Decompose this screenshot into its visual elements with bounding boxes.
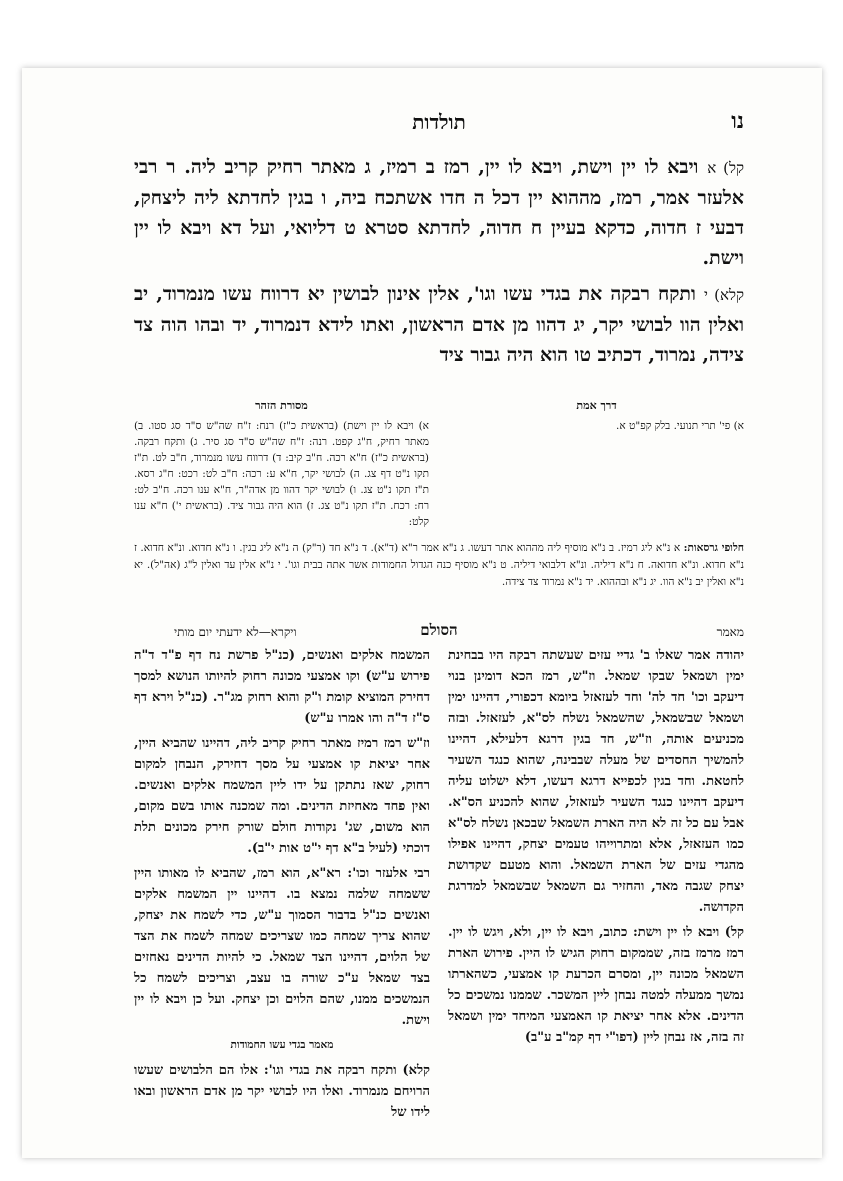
variants-text: א נ"א ליג רמיז. ב נ"א מוסיף ליה מההוא אתר דעשו. ג נ"א אמר ר"א (ד"א). ד נ"א חד (ר"ק) ה נ"א ליג בגין. ו נ"א חדוא. ונ"א חדוא. ז נ"א חדוא. ונ"א חדואה. ח נ"א דיליה. ונ"א דלבואי דיליה. ט נ"א מוסיף כנה הגדול החמודות אשר אתה בבית וגו'. י נ"א אלין עד ואלין ל"ג (אה"ל). יא נ"א ואלין יב נ"א הוו. יג נ"א ובההוא. יד נ"א נמרוד צד צידה. [134,542,744,588]
derech-emet-title: דרך אמת [576,399,617,412]
commentary-paragraph: יהודה אמר שאלו ב' גדיי עזים שעשתה רבקה היו בבחינת ימין ושמאל שבקו שמאל. וז"ש, רמז הכא דומינן בנוי דיעקב וכו' חד לה' וחד לעזאזל ביומא דכפורי, דהיינו ימין ושמאל שבשמאל, שהשמאל נשלח לס"א, לעזאזל. ובזה מכניעים אותה, וז"ש, חד בגין דרגא דלעילא, דהיינו להמשיך החסדים של מעלה שבבינה, שהוא כנגד השעיר לחטאת. וחד בגין לכפייא דרגא דעשו, דלא ישלוט עליה דיעקב דהיינו כנגד השעיר לעזאזל, שהוא להכניע הס"א. אבל עם כל זה לא היה הארת השמאל שבכאן נשלח לס"א כמו העזאזל, אלא ומתרוייהו טעמים יצחק, דהיינו אפילו מהגדי עזים של הארת השמאל. והוא מטעם שקדושת יצחק שגבה מאד, והחזיר גם השמאל שבשמאל למדרגת הקדושה. [448,648,744,915]
sub-section-heading: מאמר בגדי עשו החמודות [230,1039,334,1051]
main-paragraph [134,279,744,370]
commentary-paragraph: וז"ש רמז רמיז מאתר רחיק קריב ליה, דהיינו שהביא היין, אחר יציאת קו אמצעי על מסך דחירק, הנבחן למקום רחוק, שאז נתתקן על ידו ליין המשמח אלקים ואנשים. ואין פחד מאחיזת הדינים. ומה שמכנה אותו בשם מקום, הוא משום, שג' נקודות חולם שורק חירק מכונים תלת דוכתי (לעיל ב"א דף י"ט אות י"ב). [134,736,430,856]
commentary-paragraph: קל) ויבא לו יין וישת: כתוב, ויבא לו יין, ולא, ויגש לו יין. רמז מרמז בזה, שממקום רחוק הגיש לו היין. פירוש הארת השמאל מכונה יין, ומסרם הכרעת קו אמצעי, כשהארתו נמשך ממעלה למטה נבחן ליין המשכר. שממנו נמשכים כל הדינים. אלא אחר יציאת קו האמצעי המיחד ימין ושמאל זה בזה, אז נבחן ליין (דפו"י דף קמ"ב ע"ב) [448,925,744,1045]
paragraph-marker: קל) א [707,159,744,177]
sulam-commentary [134,645,744,1127]
masoret-notes [134,398,429,530]
masoret-text: א) ויבא לו יין וישת) (בראשית כ"ז) רנח: ז"ח שה"ש ס"ד סג סטו. ב) מאתר רחיק, ח"ג קפט. רנה: ז"ח שה"ש ס"ד סג סיר. ג) ותקח רבקה. (בראשית כ"ז) ח"א רכה. ח"ב קיב: ד) דרווח עשו מנמרוד, ח"ב לט. ת"ז תקו נ"ט דף צג. ה) לבושי יקר, ח"א ע: רכה: ח"ב לט: רכט: ח"ג רסא. ת"ז תקו נ"ט צג. ו) לבושי יקר דהוו מן אדה"ר, ח"א ענו רכה. ח"ב לט: רח: רכח. ת"ז תקו נ"ט צג. ז) הוא היה גבור ציד. (בראשית י') ח"א ענו קלט: [134,420,429,528]
paragraph-marker: קלא) י [703,286,744,304]
zohar-main-text [134,152,744,370]
commentary-right-column [448,645,744,1127]
sulam-header-right: מאמר [716,625,744,639]
notes-section [134,398,744,530]
sulam-header-left: ויקרא—לא ידעתי יום מותי [174,625,297,639]
sulam-title: הסולם [420,621,458,639]
derech-emet-notes [449,398,744,530]
main-paragraph [134,152,744,273]
text-variants [134,540,744,591]
commentary-paragraph: המשמח אלקים ואנשים, (כנ"ל פרשת נח דף פ"ד ד"ה פירוש ע"ש) וקו אמצעי מכונה רחוק להיותו הנושא למסך דחירק המוציא קומת ו"ק והוא רחוק מג"ר. (כנ"ל וירא דף ס"ז ד"ה והו אמרו ע"ש) [134,648,430,726]
page-header [134,108,744,142]
paragraph-text: ותקח רבקה את בגדי עשו וגו', אלין אינון לבושין יא דרווח עשו מנמרוד, יב ואלין הוו לבושי יקר, יג דהוו מן אדם הראשון, ואתו לידא דנמרוד, יד ובהו הוה צד צידה, נמרוד, דכתיב טו הוא היה גבור ציד [134,283,744,366]
book-page [134,108,744,1127]
variants-label: חלופי גרסאות: [683,542,744,554]
page-title: תולדות [412,110,466,134]
commentary-left-column [134,645,430,1127]
masoret-title: מסורת הזהר [255,399,308,412]
derech-emet-text: א) פי' תרי תנועי. בלק קפ"ט א. [616,420,744,432]
commentary-paragraph: קלא) ותקח רבקה את בגדי וגו': אלו הם הלבושים שעשו הרויחם מנמרוד. ואלו היו לבושי יקר מן אדם הראשון ובאו לידו של [134,1063,430,1120]
page-number: נו [731,108,744,134]
page-sheet [22,68,822,1158]
sulam-header [134,621,744,645]
paragraph-text: ויבא לו יין וישת, ויבא לו יין, רמז ב רמיז, ג מאתר רחיק קריב ליה. ר רבי אלעזר אמר, רמז, מההוא יין דכל ה חדו אשתכח ביה, ו בגין לחדתא ליה ליצחק, דבעי ז חדוה, כדקא בעיין ח חדוה, לחדתא סטרא ט דליואי, ועל דא ויבא לו יין וישת. [134,156,744,269]
commentary-paragraph: רבי אלעזר וכו': רא"א, הוא רמז, שהביא לו מאותו היין ששמחה שלמה נמצא בו. דהיינו יין המשמח אלקים ואנשים כנ"ל בדבור הסמוך ע"ש, כדי לשמח את יצחק, שהוא צריך שמחה כמו שצריכים שמחה לשמח את הצד של הלוים, דהיינו הצד שמאל. כי להיות הדינים נאחזים בצד שמאל ע"כ שורה בו עצב, וצריכים לשמח כל הנמשכים ממנו, שהם הלוים וכן יצחק. ועל כן ויבא לו יין וישת. [134,866,430,1028]
